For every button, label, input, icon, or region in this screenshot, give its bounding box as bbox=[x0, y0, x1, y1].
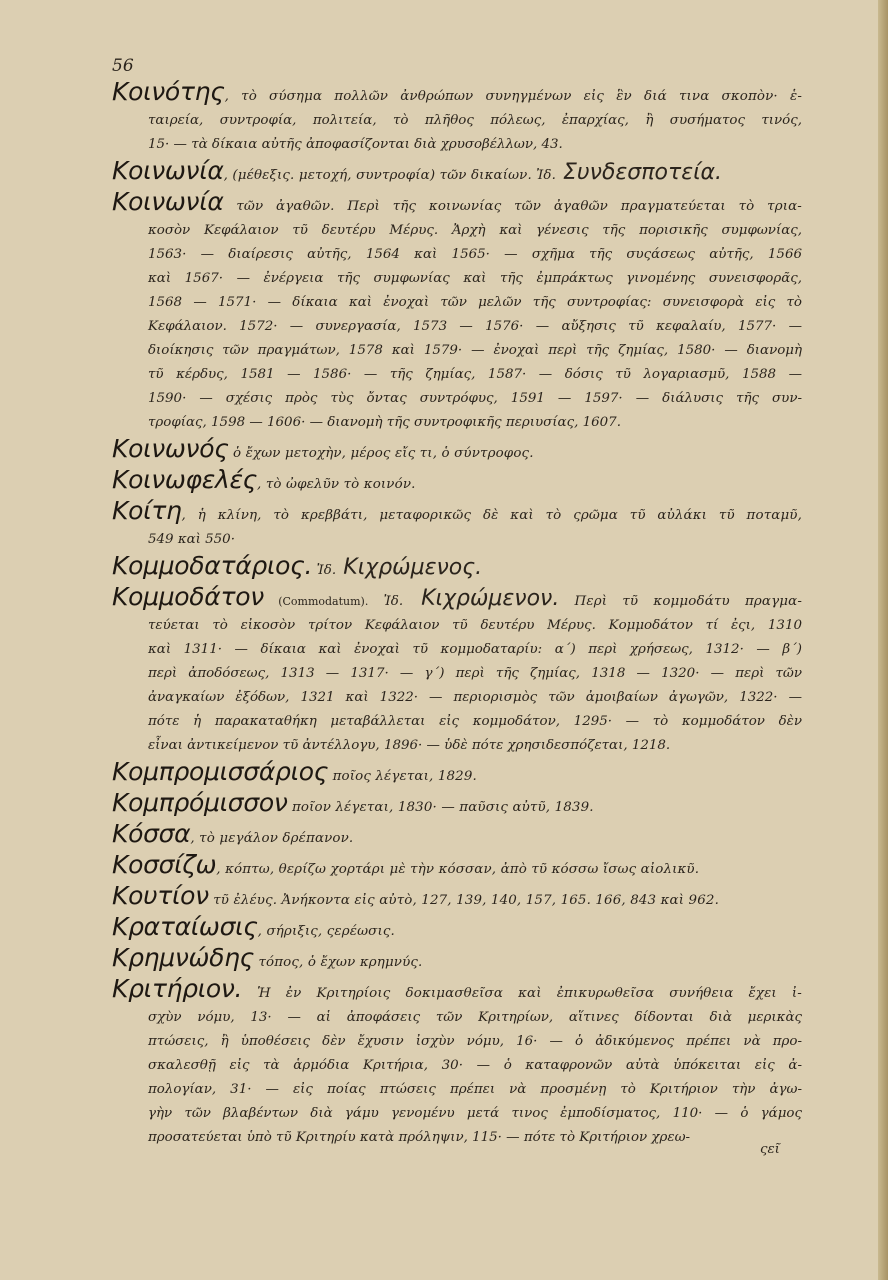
entry-definition: Ἰδ. bbox=[368, 594, 404, 609]
catchword: ςεῖ bbox=[760, 1142, 780, 1157]
entry-cross-reference: Κιχρώμενος. bbox=[336, 555, 483, 580]
entry-first-line bbox=[112, 884, 802, 913]
entry-definition: , τὸ ὠφελῦν τὸ κοινόν. bbox=[257, 477, 416, 492]
entry-continuation-line: Κεφάλαιον. 1572· — συνεργασία, 1573 — 1576· — αὔξησις τῦ κεφαλαίυ, 1577· — bbox=[148, 319, 802, 334]
entry-cross-reference: Συνδεσποτεία. bbox=[556, 160, 723, 185]
entry-continuation-line: σκαλεσθῇ εἰς τὰ ἁρμόδια Κριτήρια, 30· — ὁ καταφρονῶν αὐτὰ ὑπόκειται εἰς ἀ- bbox=[148, 1058, 802, 1073]
index-entry bbox=[112, 946, 802, 975]
page-spine-edge bbox=[878, 0, 888, 1280]
entry-continuation-line: τροφίας, 1598 — 1606· — διανομὴ τῆς συντροφικῆς περιυσίας, 1607. bbox=[148, 415, 621, 430]
entry-continuation-line: 1590· — σχέσις πρὸς τὺς ὄντας συντρόφυς, 1591 — 1597· — διάλυσις τῆς συν- bbox=[148, 391, 802, 406]
index-entry bbox=[112, 791, 802, 820]
index-entry bbox=[112, 159, 802, 188]
entry-headword: Κόσσα bbox=[112, 822, 191, 848]
entry-continuation-line: 1568 — 1571· — δίκαια καὶ ἐνοχαὶ τῶν μελῶν τῆς συντροφίας: συνεισφορὰ εἰς τὸ bbox=[148, 295, 802, 310]
entry-first-line bbox=[112, 585, 802, 614]
entry-headword: Κοινότης bbox=[112, 80, 225, 106]
entry-continuation-line: εἶναι ἀντικείμενον τῦ ἀντέλλογυ, 1896· — ὑδὲ πότε χρησιδεσπόζεται, 1218. bbox=[148, 738, 671, 753]
index-entry bbox=[112, 822, 802, 851]
entry-definition: Ἡ ἐν Κριτηρίοις δοκιμασθεῖσα καὶ ἐπικυρωθεῖσα συνήθεια ἔχει ἰ- bbox=[242, 986, 802, 1001]
index-entry bbox=[112, 884, 802, 913]
entry-definition: ὁ ἔχων μετοχὴν, μέρος εἴς τι, ὁ σύντροφος. bbox=[228, 446, 534, 461]
entry-continuation-line: ταιρεία, συντροφία, πολιτεία, τὸ πλῆθος πόλεως, ἐπαρχίας, ἢ συσήματος τινός, bbox=[148, 113, 802, 128]
entry-definition: , σήριξις, ςερέωσις. bbox=[257, 924, 395, 939]
entry-continuation-line: κοσὸν Κεφάλαιον τῦ δευτέρυ Μέρυς. Ἀρχὴ καὶ γένεσις τῆς πορισικῆς συμφωνίας, bbox=[148, 223, 802, 238]
entry-headword: Κοίτη bbox=[112, 499, 182, 525]
entry-continuation-line: τῦ κέρδυς, 1581 — 1586· — τῆς ζημίας, 1587· — δόσις τῦ λογαριασμῦ, 1588 — bbox=[148, 367, 802, 382]
entry-definition: , τὸ σύσημα πολλῶν ἀνθρώπων συνηγμένων εἰς ἓν διά τινα σκοπὸν· ἑ- bbox=[224, 89, 802, 104]
index-entry bbox=[112, 190, 802, 435]
entry-continuation-line: προσατεύεται ὑπὸ τῦ Κριτηρίυ κατὰ πρόληψιν, 115· — πότε τὸ Κριτήριον χρεω- bbox=[148, 1130, 691, 1145]
index-entry bbox=[112, 853, 802, 882]
entry-headword: Κοινωνία bbox=[112, 190, 224, 216]
index-entry bbox=[112, 977, 802, 1150]
index-entries bbox=[112, 80, 802, 1152]
entry-continuation-line: διοίκησις τῶν πραγμάτων, 1578 καὶ 1579· — ἐνοχαὶ περὶ τῆς ζημίας, 1580· — διανομὴ bbox=[148, 343, 802, 358]
entry-definition: , (μέθεξις. μετοχή, συντροφία) τῶν δικαίων. Ἰδ. bbox=[223, 168, 557, 183]
index-entry bbox=[112, 760, 802, 789]
entry-headword: Κομπρόμισσον bbox=[112, 791, 288, 817]
entry-continuation-line: περὶ ἀποδόσεως, 1313 — 1317· — γ΄) περὶ τῆς ζημίας, 1318 — 1320· — περὶ τῶν bbox=[148, 666, 802, 681]
index-entry bbox=[112, 585, 802, 758]
entry-headword: Κρημνώδης bbox=[112, 946, 255, 972]
entry-continuation-line: 1563· — διαίρεσις αὐτῆς, 1564 καὶ 1565· — σχῆμα τῆς συςάσεως αὐτῆς, 1566 bbox=[148, 247, 802, 262]
entry-headword: Κομμοδατάριος. bbox=[112, 554, 313, 580]
entry-cross-reference: Κιχρώμενον. bbox=[403, 586, 560, 611]
entry-continuation-line: τεύεται τὸ εἰκοσὸν τρίτον Κεφάλαιον τῦ δευτέρυ Μέρυς. Κομμοδάτον τί ἐςι, 1310 bbox=[148, 618, 802, 633]
entry-latin-term: (Commodatum). bbox=[263, 595, 369, 608]
entry-first-line bbox=[112, 159, 802, 188]
entry-first-line bbox=[112, 437, 802, 466]
entry-headword: Κοινωνός bbox=[112, 437, 229, 463]
entry-first-line bbox=[112, 554, 802, 583]
entry-continuation-line: 15· — τὰ δίκαια αὐτῆς ἀποφασίζονται διὰ χρυσοβέλλων, 43. bbox=[148, 137, 563, 152]
entry-first-line bbox=[112, 80, 802, 109]
entry-first-line bbox=[112, 853, 802, 882]
entry-definition: τῦ ἐλέυς. Ἀνήκοντα εἰς αὐτὸ, 127, 139, 140, 157, 165. 166, 843 καὶ 962. bbox=[208, 893, 719, 908]
entry-first-line bbox=[112, 822, 802, 851]
index-entry bbox=[112, 499, 802, 552]
entry-definition: , ἡ κλίνη, τὸ κρεββάτι, μεταφορικῶς δὲ καὶ τὸ ςρῶμα τῦ αὐλάκι τῦ ποταμῦ, bbox=[181, 508, 802, 523]
entry-continuation-line: πολογίαν, 31· — εἰς ποίας πτώσεις πρέπει νὰ προσμένῃ τὸ Κριτήριον τὴν ἀγω- bbox=[148, 1082, 802, 1097]
entry-first-line bbox=[112, 977, 802, 1006]
page-number: 56 bbox=[112, 56, 134, 76]
entry-first-line bbox=[112, 499, 802, 528]
entry-continuation-line: πτώσεις, ἢ ὑποθέσεις δὲν ἔχυσιν ἰσχὺν νόμυ, 16· — ὁ ἀδικύμενος πρέπει νὰ προ- bbox=[148, 1034, 802, 1049]
entry-definition: ποῖος λέγεται, 1829. bbox=[328, 769, 477, 784]
entry-headword: Κριτήριον. bbox=[112, 977, 243, 1003]
index-entry bbox=[112, 554, 802, 583]
entry-definition: , τὸ μεγάλον δρέπανον. bbox=[190, 831, 354, 846]
entry-continuation-line: καὶ 1311· — δίκαια καὶ ἐνοχαὶ τῦ κομμοδαταρίυ: α΄) περὶ χρήσεως, 1312· — β΄) bbox=[148, 642, 802, 657]
entry-definition: Ἰδ. bbox=[312, 563, 337, 578]
entry-first-line bbox=[112, 791, 802, 820]
entry-definition: τῶν ἀγαθῶν. Περὶ τῆς κοινωνίας τῶν ἀγαθῶν πραγματεύεται τὸ τρια- bbox=[223, 199, 802, 214]
index-entry bbox=[112, 80, 802, 157]
entry-definition: τόπος, ὁ ἔχων κρημνύς. bbox=[254, 955, 423, 970]
index-entry bbox=[112, 437, 802, 466]
entry-definition: ποῖον λέγεται, 1830· — παῦσις αὐτῦ, 1839. bbox=[287, 800, 594, 815]
entry-headword: Κομμοδάτον bbox=[112, 585, 264, 611]
index-entry bbox=[112, 468, 802, 497]
entry-continuation-line: ἀναγκαίων ἐξόδων, 1321 καὶ 1322· — περιορισμὸς τῶν ἀμοιβαίων ἀγωγῶν, 1322· — bbox=[148, 690, 802, 705]
entry-first-line bbox=[112, 760, 802, 789]
entry-definition-tail: Περὶ τῦ κομμοδάτυ πραγμα- bbox=[559, 594, 802, 609]
entry-headword: Κοινωνία bbox=[112, 159, 224, 185]
entry-first-line bbox=[112, 915, 802, 944]
entry-first-line bbox=[112, 190, 802, 219]
entry-continuation-line: σχὺν νόμυ, 13· — αἱ ἀποφάσεις τῶν Κριτηρίων, αἵτινες δίδονται διὰ μερικὰς bbox=[148, 1010, 802, 1025]
entry-headword: Κραταίωσις bbox=[112, 915, 258, 941]
entry-first-line bbox=[112, 468, 802, 497]
entry-continuation-line: πότε ἡ παρακαταθήκη μεταβάλλεται εἰς κομμοδάτον, 1295· — τὸ κομμοδάτον δὲν bbox=[148, 714, 802, 729]
entry-headword: Κομπρομισσάριος bbox=[112, 760, 329, 786]
entry-first-line bbox=[112, 946, 802, 975]
entry-continuation-line: 549 καὶ 550· bbox=[148, 532, 235, 547]
index-entry bbox=[112, 915, 802, 944]
entry-definition: , κόπτω, θερίζω χορτάρι μὲ τὴν κόσσαν, ἀπὸ τῦ κόσσω ἴσως αἰολικῦ. bbox=[216, 862, 700, 877]
entry-continuation-line: γὴν τῶν βλαβέντων διὰ γάμυ γενομένυ μετά τινος ἐμποδίσματος, 110· — ὁ γάμος bbox=[148, 1106, 802, 1121]
entry-headword: Κοσσίζω bbox=[112, 853, 217, 879]
entry-headword: Κοινωφελές bbox=[112, 468, 258, 494]
entry-continuation-line: καὶ 1567· — ἐνέργεια τῆς συμφωνίας καὶ τῆς ἐμπράκτως γινομένης συνεισφορᾶς, bbox=[148, 271, 802, 286]
entry-headword: Κουτίον bbox=[112, 884, 209, 910]
